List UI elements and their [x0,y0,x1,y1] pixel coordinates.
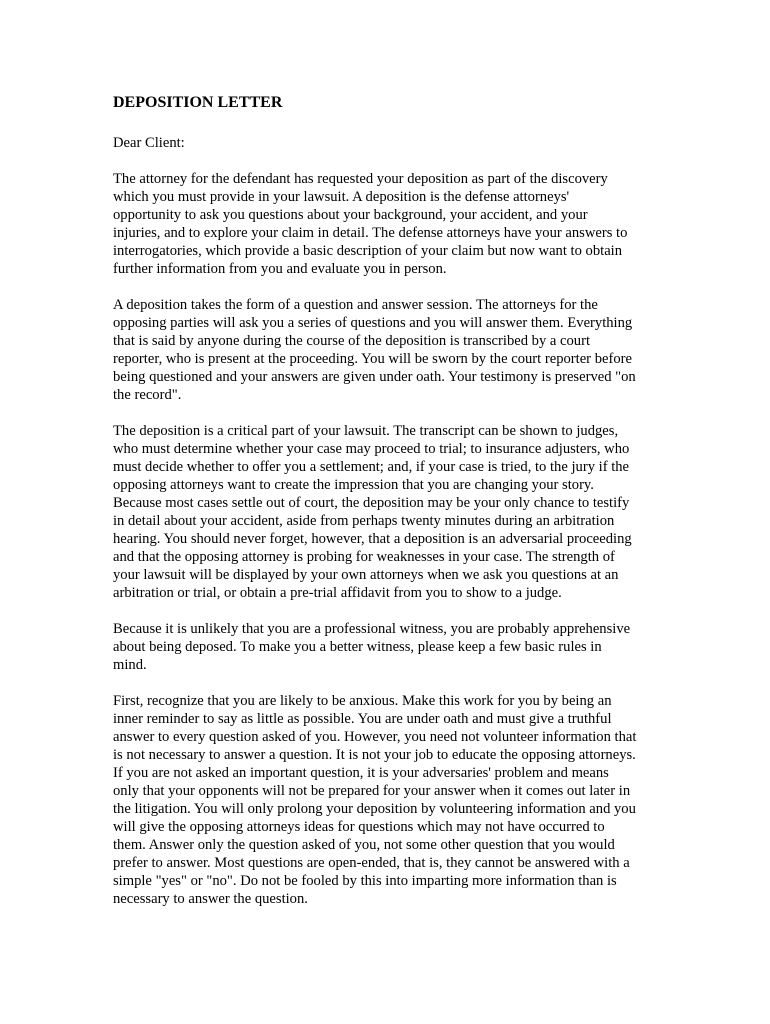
text-line: opposing parties will ask you a series of questions and you will answer them. Everything [113,315,633,331]
text-line: your lawsuit will be displayed by your own attorneys when we ask you questions at an [113,567,619,583]
letter-page [113,93,663,926]
text-line: which you must provide in your lawsuit. A deposition is the defense attorneys' [113,189,570,205]
text-line: who must determine whether your case may proceed to trial; to insurance adjusters, who [113,441,630,457]
text-line: in detail about your accident, aside from perhaps twenty minutes during an arbitration [113,513,615,529]
text-line: will give the opposing attorneys ideas for questions which may not have occurred to [113,819,605,835]
text-line: them. Answer only the question asked of you, not some other question that you would [113,837,615,853]
paragraph-1 [113,170,663,278]
text-line: inner reminder to say as little as possible. You are under oath and must give a truthful [113,711,612,727]
text-line: the record". [113,387,182,403]
text-line: prefer to answer. Most questions are open-ended, that is, they cannot be answered with a [113,855,630,871]
paragraph-2 [113,296,663,404]
text-line: further information from you and evaluate you in person. [113,261,447,277]
text-line: and that the opposing attorney is probing for weaknesses in your case. The strength of [113,549,615,565]
text-line: The attorney for the defendant has requested your deposition as part of the discovery [113,171,608,187]
text-line: mind. [113,657,147,673]
text-line: Because most cases settle out of court, the deposition may be your only chance to testify [113,495,630,511]
letter-title: DEPOSITION LETTER [113,94,283,111]
text-line: only that your opponents will not be prepared for your answer when it comes out later in [113,783,631,799]
text-line: being questioned and your answers are given under oath. Your testimony is preserved "on [113,369,636,385]
text-line: must decide whether to offer you a settlement; and, if your case is tried, to the jury if the [113,459,630,475]
text-line: A deposition takes the form of a question and answer session. The attorneys for the [113,297,598,313]
text-line: answer to every question asked of you. However, you need not volunteer information that [113,729,637,745]
text-line: opportunity to ask you questions about your background, your accident, and your [113,207,588,223]
text-line: the litigation. You will only prolong your deposition by volunteering information and you [113,801,636,817]
text-line: simple "yes" or "no". Do not be fooled by this into imparting more information than is [113,873,617,889]
text-line: Because it is unlikely that you are a professional witness, you are probably apprehensive [113,621,631,637]
text-line: arbitration or trial, or obtain a pre-trial affidavit from you to show to a judge. [113,585,562,601]
text-line: hearing. You should never forget, however, that a deposition is an adversarial proceeding [113,531,632,547]
text-line: necessary to answer the question. [113,891,308,907]
text-line: injuries, and to explore your claim in detail. The defense attorneys have your answers to [113,225,628,241]
text-line: opposing attorneys want to create the impression that you are changing your story. [113,477,594,493]
paragraph-3 [113,422,663,602]
text-line: is not necessary to answer a question. It is not your job to educate the opposing attorneys. [113,747,636,763]
text-line: If you are not asked an important question, it is your adversaries' problem and means [113,765,609,781]
text-line: First, recognize that you are likely to be anxious. Make this work for you by being an [113,693,612,709]
text-line: that is said by anyone during the course of the deposition is transcribed by a court [113,333,591,349]
text-line: interrogatories, which provide a basic description of your claim but now want to obtain [113,243,623,259]
paragraph-5 [113,692,663,908]
text-line: reporter, who is present at the proceeding. You will be sworn by the court reporter before [113,351,632,367]
salutation: Dear Client: [113,135,185,151]
text-line: The deposition is a critical part of your lawsuit. The transcript can be shown to judges, [113,423,619,439]
paragraph-4 [113,620,663,674]
text-line: about being deposed. To make you a better witness, please keep a few basic rules in [113,639,602,655]
